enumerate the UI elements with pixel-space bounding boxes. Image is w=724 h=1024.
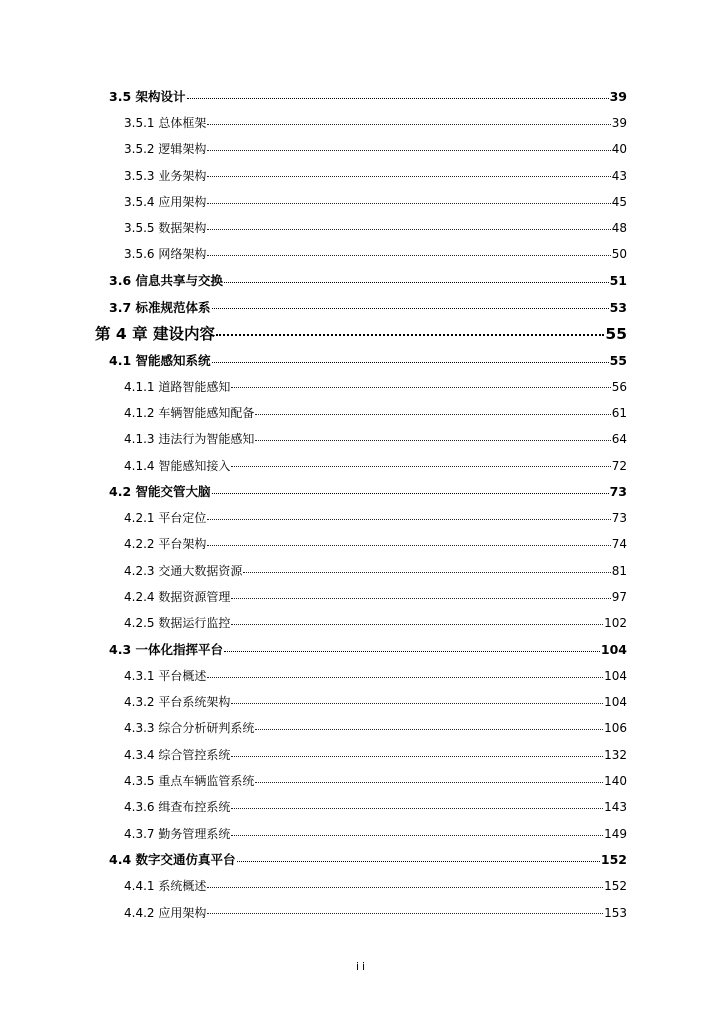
dot-leader — [243, 563, 610, 575]
toc-entry-page-number: 74 — [611, 537, 627, 552]
toc-entry-page-number: 43 — [611, 168, 627, 183]
toc-entry-label: 4.3.2 平台系统架构 — [124, 695, 231, 710]
toc-entry-line — [124, 798, 627, 815]
dot-leader — [231, 615, 603, 627]
dot-leader — [216, 324, 604, 340]
dot-leader — [207, 668, 603, 680]
toc-entry-label: 4.1.1 道路智能感知 — [124, 379, 231, 394]
dot-leader — [231, 458, 610, 470]
dot-leader — [255, 773, 603, 785]
toc-entry-page-number: 81 — [611, 563, 627, 578]
toc-subsection-entry[interactable] — [0, 741, 724, 767]
toc-entry-label: 4.1.3 违法行为智能感知 — [124, 432, 255, 447]
toc-entry-label: 4.4 数字交通仿真平台 — [109, 852, 236, 868]
toc-entry-page-number: 102 — [604, 616, 627, 631]
toc-entry-line — [124, 693, 627, 710]
toc-entry-line — [124, 825, 627, 842]
toc-entry-page-number: 72 — [611, 458, 627, 473]
toc-entry-label: 3.7 标准规范体系 — [109, 299, 211, 315]
toc-entry-page-number: 73 — [611, 511, 627, 526]
toc-subsection-entry[interactable] — [0, 399, 724, 425]
dot-leader — [231, 799, 603, 811]
toc-entry-label: 4.1.2 车辆智能感知配备 — [124, 405, 255, 420]
toc-entry-label: 4.4.2 应用架构 — [124, 905, 207, 920]
toc-entry-line — [124, 562, 627, 579]
toc-entry-line — [124, 219, 627, 236]
toc-entry-line — [124, 719, 627, 736]
toc-entry-label: 4.3.1 平台概述 — [124, 668, 207, 683]
toc-entry-label: 4.2 智能交管大脑 — [109, 484, 211, 500]
toc-entry-line — [124, 904, 627, 921]
toc-entry-label: 4.3.4 综合管控系统 — [124, 747, 231, 762]
toc-entry-label: 3.5.2 逻辑架构 — [124, 142, 207, 157]
toc-subsection-entry[interactable] — [0, 162, 724, 188]
dot-leader — [224, 273, 609, 286]
toc-section-entry[interactable] — [0, 636, 724, 662]
toc-entry-page-number: 104 — [604, 695, 627, 710]
dot-leader — [231, 379, 610, 391]
toc-entry-line — [124, 378, 627, 395]
toc-entry-page-number: 55 — [605, 325, 627, 344]
dot-leader — [255, 720, 603, 732]
toc-entry-line — [95, 322, 627, 344]
toc-entry-page-number: 104 — [600, 642, 627, 658]
toc-entry-page-number: 55 — [609, 352, 627, 368]
dot-leader — [231, 694, 603, 706]
toc-subsection-entry[interactable] — [0, 188, 724, 214]
toc-entry-line — [124, 140, 627, 157]
toc-entry-line — [124, 404, 627, 421]
toc-entry-line — [109, 271, 627, 289]
toc-entry-page-number: 149 — [604, 826, 627, 841]
toc-subsection-entry[interactable] — [0, 241, 724, 267]
toc-subsection-entry[interactable] — [0, 899, 724, 925]
toc-entry-line — [124, 588, 627, 605]
toc-entry-page-number: 97 — [611, 589, 627, 604]
toc-entry-label: 4.3.3 综合分析研判系统 — [124, 721, 255, 736]
toc-entry-line — [124, 877, 627, 894]
toc-entry-page-number: 73 — [609, 484, 627, 500]
toc-entry-label: 4.2.3 交通大数据资源 — [124, 563, 243, 578]
toc-entry-label: 4.2.4 数据资源管理 — [124, 589, 231, 604]
toc-section-entry[interactable] — [0, 293, 724, 319]
toc-chapter-entry[interactable] — [0, 320, 724, 347]
toc-entry-page-number: 39 — [609, 89, 627, 105]
dot-leader — [207, 878, 603, 890]
toc-entry-line — [124, 457, 627, 474]
toc-entry-label: 3.5.3 业务架构 — [124, 168, 207, 183]
toc-entry-line — [109, 850, 627, 868]
toc-entry-line — [124, 430, 627, 447]
toc-entry-page-number: 50 — [611, 247, 627, 262]
dot-leader — [212, 299, 609, 312]
toc-section-entry[interactable] — [0, 478, 724, 504]
toc-entry-page-number: 51 — [609, 273, 627, 289]
dot-leader — [207, 141, 610, 153]
toc-entry-line — [124, 614, 627, 631]
toc-entry-line — [109, 87, 627, 105]
toc-subsection-entry[interactable] — [0, 531, 724, 557]
toc-entry-page-number: 152 — [604, 879, 627, 894]
toc-subsection-entry[interactable] — [0, 214, 724, 240]
toc-entry-page-number: 40 — [611, 142, 627, 157]
toc-entry-label: 4.1 智能感知系统 — [109, 352, 211, 368]
toc-entry-label: 3.5.4 应用架构 — [124, 194, 207, 209]
toc-entry-label: 4.3.7 勤务管理系统 — [124, 826, 231, 841]
toc-subsection-entry[interactable] — [0, 767, 724, 793]
toc-entry-label: 4.2.5 数据运行监控 — [124, 616, 231, 631]
toc-entry-label: 4.1.4 智能感知接入 — [124, 458, 231, 473]
dot-leader — [224, 642, 600, 655]
toc-entry-page-number: 132 — [604, 747, 627, 762]
dot-leader — [255, 405, 610, 417]
toc-subsection-entry[interactable] — [0, 452, 724, 478]
toc-entry-label: 3.5.5 数据架构 — [124, 221, 207, 236]
dot-leader — [207, 536, 610, 548]
toc-entry-line — [109, 351, 627, 369]
dot-leader — [207, 220, 610, 232]
toc-entry-line — [124, 245, 627, 262]
toc-entry-page-number: 45 — [611, 194, 627, 209]
toc-subsection-entry[interactable] — [0, 610, 724, 636]
toc-entry-line — [124, 772, 627, 789]
toc-entry-line — [124, 167, 627, 184]
toc-subsection-entry[interactable] — [0, 557, 724, 583]
toc-entry-line — [124, 114, 627, 131]
toc-entry-label: 4.3 一体化指挥平台 — [109, 642, 223, 658]
toc-entry-page-number: 64 — [611, 432, 627, 447]
dot-leader — [212, 352, 609, 365]
toc-entry-label: 4.4.1 系统概述 — [124, 879, 207, 894]
toc-entry-page-number: 143 — [604, 800, 627, 815]
toc-entry-line — [124, 667, 627, 684]
toc-subsection-entry[interactable] — [0, 504, 724, 530]
dot-leader — [207, 246, 610, 258]
dot-leader — [255, 431, 610, 443]
page-number: ii — [355, 960, 369, 973]
toc-entry-line — [124, 746, 627, 763]
toc-entry-page-number: 153 — [604, 905, 627, 920]
toc-subsection-entry[interactable] — [0, 873, 724, 899]
toc-entry-page-number: 53 — [609, 299, 627, 315]
toc-section-entry[interactable] — [0, 267, 724, 293]
toc-entry-label: 3.5.6 网络架构 — [124, 247, 207, 262]
dot-leader — [207, 115, 610, 127]
toc-subsection-entry[interactable] — [0, 715, 724, 741]
dot-leader — [207, 510, 610, 522]
toc-entry-page-number: 106 — [604, 721, 627, 736]
toc-entry-label: 4.3.6 缉查布控系统 — [124, 800, 231, 815]
toc-entry-label: 3.6 信息共享与交换 — [109, 273, 223, 289]
toc-subsection-entry[interactable] — [0, 109, 724, 135]
dot-leader — [207, 194, 610, 206]
dot-leader — [207, 905, 603, 917]
toc-entry-page-number: 140 — [604, 774, 627, 789]
toc-subsection-entry[interactable] — [0, 373, 724, 399]
toc-entry-line — [124, 535, 627, 552]
dot-leader — [231, 589, 610, 601]
toc-entry-line — [124, 193, 627, 210]
toc-subsection-entry[interactable] — [0, 794, 724, 820]
toc-entry-label: 4.2.2 平台架构 — [124, 537, 207, 552]
toc-subsection-entry[interactable] — [0, 820, 724, 846]
toc-entry-page-number: 104 — [604, 668, 627, 683]
dot-leader — [237, 852, 600, 865]
toc-section-entry[interactable] — [0, 846, 724, 872]
toc-entry-line — [109, 640, 627, 658]
dot-leader — [207, 168, 610, 180]
toc-section-entry[interactable] — [0, 83, 724, 109]
dot-leader — [231, 826, 603, 838]
toc-entry-label: 3.5 架构设计 — [109, 89, 186, 105]
toc-entry-label: 3.5.1 总体框架 — [124, 115, 207, 130]
toc-subsection-entry[interactable] — [0, 662, 724, 688]
toc-entry-label: 第 4 章 建设内容 — [95, 325, 215, 344]
table-of-contents — [0, 83, 724, 925]
toc-entry-line — [109, 298, 627, 316]
toc-subsection-entry[interactable] — [0, 136, 724, 162]
dot-leader — [231, 747, 603, 759]
toc-section-entry[interactable] — [0, 347, 724, 373]
dot-leader — [212, 484, 609, 497]
toc-entry-label: 4.3.5 重点车辆监管系统 — [124, 774, 255, 789]
toc-entry-page-number: 152 — [600, 852, 627, 868]
toc-subsection-entry[interactable] — [0, 689, 724, 715]
toc-entry-label: 4.2.1 平台定位 — [124, 511, 207, 526]
toc-entry-line — [124, 509, 627, 526]
toc-entry-page-number: 56 — [611, 379, 627, 394]
toc-subsection-entry[interactable] — [0, 426, 724, 452]
toc-entry-line — [109, 482, 627, 500]
toc-subsection-entry[interactable] — [0, 583, 724, 609]
toc-entry-page-number: 39 — [611, 115, 627, 130]
toc-entry-page-number: 61 — [611, 405, 627, 420]
dot-leader — [187, 89, 609, 102]
toc-entry-page-number: 48 — [611, 221, 627, 236]
